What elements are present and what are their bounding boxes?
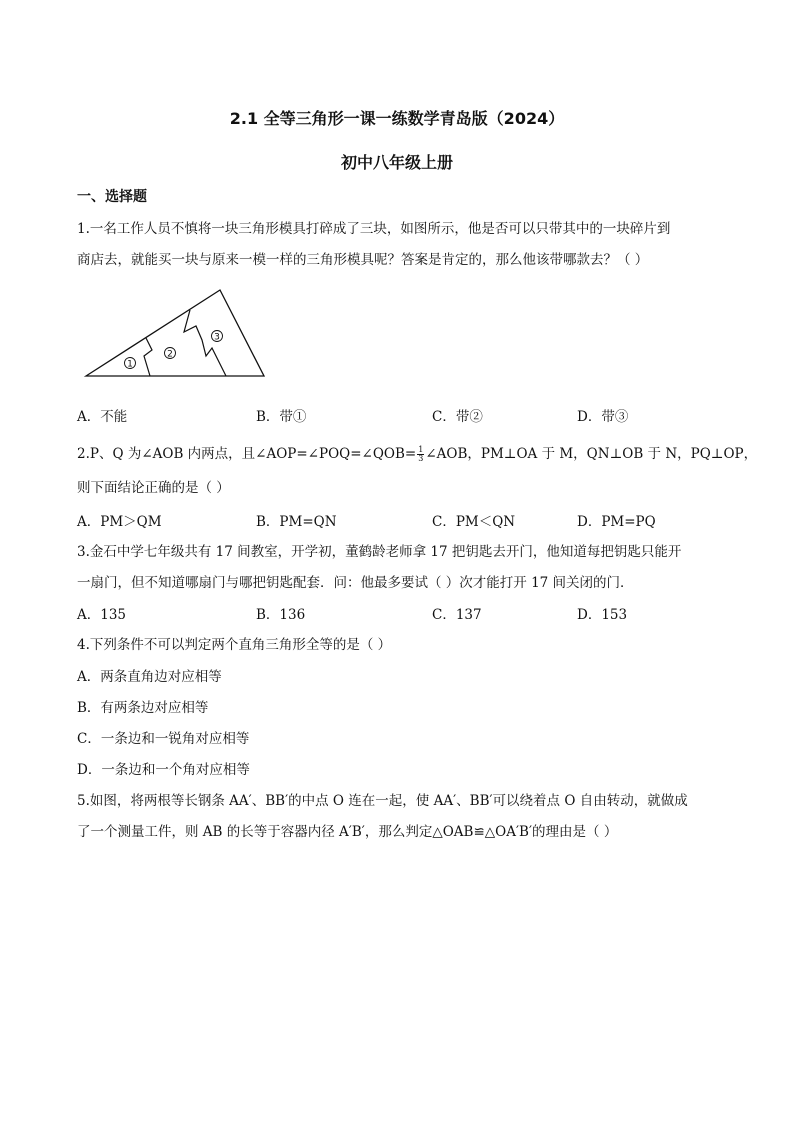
q1-option-c[interactable]: C．带② (432, 409, 483, 425)
q2-option-b[interactable]: B．PM=QN (256, 514, 337, 530)
crack-line-1 (144, 338, 152, 376)
q3-option-a[interactable]: A．135 (77, 607, 127, 623)
document-subtitle: 初中八年级上册 (340, 153, 453, 172)
piece-3-label: 3 (214, 332, 220, 343)
q2-option-c[interactable]: C．PM＜QN (432, 514, 516, 530)
q2-text-after-fraction: ∠AOB，PM⊥OA 于 M，QN⊥OB 于 N，PQ⊥OP， (425, 446, 758, 462)
piece-1-label: 1 (127, 359, 133, 370)
one-third-fraction (417, 446, 424, 463)
q3-option-b[interactable]: B．136 (256, 607, 306, 623)
q2-text-line-1 (77, 442, 757, 463)
fraction-denominator: 3 (418, 454, 424, 463)
q3-text-line-2: 一扇门，但不知道哪扇门与哪把钥匙配套．问：他最多要试（ ）次才能打开 17 间关闭的门． (77, 575, 634, 591)
q3-text-line-1: 3.金石中学七年级共有 17 间教室，开学初，董鹤龄老师拿 17 把钥匙去开门，他知道每把钥匙只能开 (77, 544, 682, 560)
q2-option-a[interactable]: A．PM＞QM (77, 514, 162, 530)
document-title: 2.1 全等三角形一课一练数学青岛版（2024） (229, 109, 565, 128)
q5-text-line-1: 5.如图，将两根等长钢条 AA′、BB′的中点 O 连在一起，使 AA′、BB′可以绕着点 O 自由转动，就做成 (77, 793, 688, 809)
q2-text-before-fraction: 2.P、Q 为∠AOB 内两点，且∠AOP=∠POQ=∠QOB= (77, 446, 417, 462)
q3-option-c[interactable]: C．137 (432, 607, 482, 623)
q4-option-a[interactable]: A．两条直角边对应相等 (77, 669, 222, 685)
q1-option-b[interactable]: B．带① (256, 409, 307, 425)
piece-2-label: 2 (167, 349, 173, 360)
q4-option-b[interactable]: B．有两条边对应相等 (77, 700, 209, 716)
section-heading: 一、选择题 (77, 189, 147, 205)
q2-option-d[interactable]: D．PM=PQ (577, 514, 656, 530)
q4-text-line-1: 4.下列条件不可以判定两个直角三角形全等的是（ ） (77, 637, 392, 653)
q1-triangle-figure (80, 286, 270, 382)
q4-option-d[interactable]: D．一条边和一个角对应相等 (77, 762, 250, 778)
fraction-numerator: 1 (418, 445, 424, 454)
triangle-outline (86, 290, 264, 376)
q1-option-d[interactable]: D．带③ (577, 409, 629, 425)
crack-line-2 (184, 310, 226, 376)
q1-option-a[interactable]: A．不能 (77, 409, 128, 425)
q4-option-c[interactable]: C．一条边和一锐角对应相等 (77, 731, 250, 747)
q1-text-line-2: 商店去，就能买一块与原来一模一样的三角形模具呢？答案是肯定的，那么他该带哪款去？（ ） (77, 252, 649, 268)
q5-text-line-2: 了一个测量工件，则 AB 的长等于容器内径 A′B′，那么判定△OAB≌△OA′B′的理由是（ ） (77, 824, 618, 840)
q2-text-line-2: 则下面结论正确的是（ ） (77, 480, 230, 496)
q1-text-line-1: 1.一名工作人员不慎将一块三角形模具打碎成了三块，如图所示，他是否可以只带其中的一块碎片到 (77, 221, 671, 237)
q3-option-d[interactable]: D．153 (577, 607, 628, 623)
